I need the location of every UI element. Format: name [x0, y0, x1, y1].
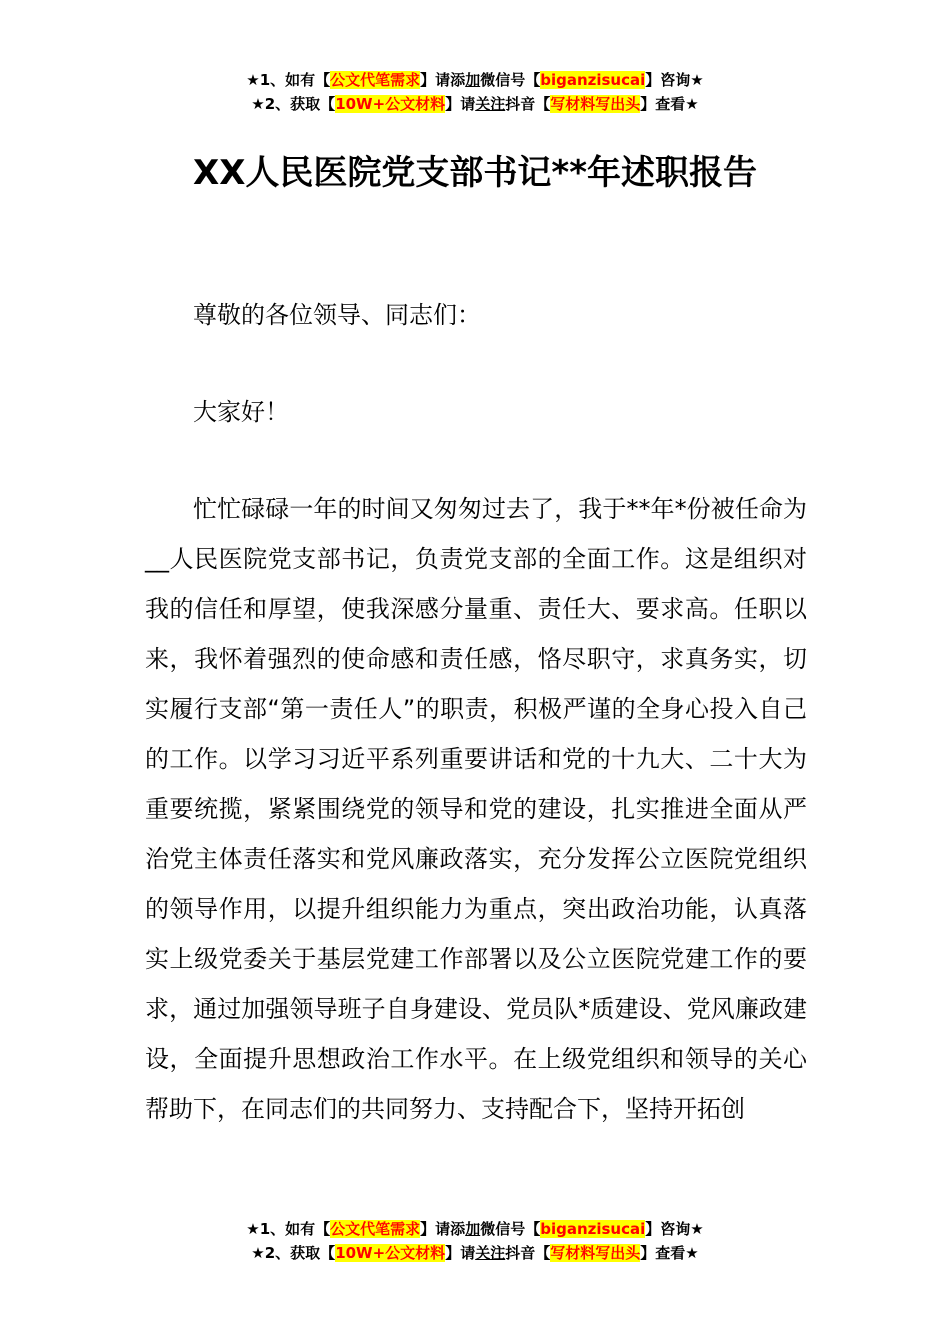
banner-text: ★2、获取【 — [251, 1244, 336, 1262]
highlighted-service-text: 公文代笔需求 — [330, 71, 421, 89]
highlighted-wechat-id: biganzisucai — [540, 71, 646, 89]
highlighted-douyin-account: 写材料写出头 — [550, 1244, 641, 1262]
banner-text: 】查看★ — [640, 95, 699, 113]
banner-text: 微信号【 — [480, 71, 541, 89]
highlighted-douyin-account: 写材料写出头 — [550, 95, 641, 113]
highlighted-material-text: 10W+公文材料 — [335, 1244, 446, 1262]
footer-banner-line-1 — [0, 1217, 950, 1241]
document-body — [145, 290, 807, 1134]
highlighted-material-text: 10W+公文材料 — [335, 95, 446, 113]
banner-text: 】咨询★ — [645, 1220, 704, 1238]
banner-text: 】咨询★ — [645, 71, 704, 89]
body-paragraph: 忙忙碌碌一年的时间又匆匆过去了，我于**年*份被任命为__人民医院党支部书记，负责党支部的全面工作。这是组织对我的信任和厚望，使我深感分量重、责任大、要求高。任职以来，我怀着强烈的使命感和责任感，恪尽职守，求真务实，切实履行支部“第一责任人”的职责，积极严谨的全身心投入自己的工作。以学习习近平系列重要讲话和党的十九大、二十大为重要统揽，紧紧围绕党的领导和党的建设，扎实推进全面从严治党主体责任落实和党风廉政落实，充分发挥公立医院党组织的领导作用，以提升组织能力为重点，突出政治功能，认真落实上级党委关于基层党建工作部署以及公立医院党建工作的要求，通过加强领导班子自身建设、党员队*质建设、党风廉政建设，全面提升思想政治工作水平。在上级党组织和领导的关心帮助下，在同志们的共同努力、支持配合下，坚持开拓创 — [145, 495, 807, 1123]
footer-banner — [0, 1217, 950, 1265]
header-banner-line-1 — [0, 68, 950, 92]
banner-text: 微信号【 — [480, 1220, 541, 1238]
header-banner — [0, 68, 950, 116]
banner-text: ★1、如有【 — [246, 71, 331, 89]
banner-text: ★1、如有【 — [246, 1220, 331, 1238]
highlighted-wechat-id: biganzisucai — [540, 1220, 646, 1238]
underlined-text: 加 — [465, 71, 481, 89]
banner-text: 】查看★ — [640, 1244, 699, 1262]
banner-text: 】请 — [445, 95, 476, 113]
underlined-text: 关注 — [475, 1244, 506, 1262]
banner-text: ★2、获取【 — [251, 95, 336, 113]
banner-text: 】请 — [445, 1244, 476, 1262]
banner-text: 抖音【 — [505, 95, 551, 113]
salutation: 尊敬的各位领导、同志们： — [193, 301, 481, 329]
banner-text: 】请添 — [420, 1220, 466, 1238]
highlighted-service-text: 公文代笔需求 — [330, 1220, 421, 1238]
header-banner-line-2 — [0, 92, 950, 116]
banner-text: 】请添 — [420, 71, 466, 89]
greeting: 大家好！ — [193, 398, 289, 426]
underlined-text: 加 — [465, 1220, 481, 1238]
document-title: XX人民医院党支部书记**年述职报告 — [193, 153, 757, 193]
underlined-text: 关注 — [475, 95, 506, 113]
footer-banner-line-2 — [0, 1241, 950, 1265]
banner-text: 抖音【 — [505, 1244, 551, 1262]
